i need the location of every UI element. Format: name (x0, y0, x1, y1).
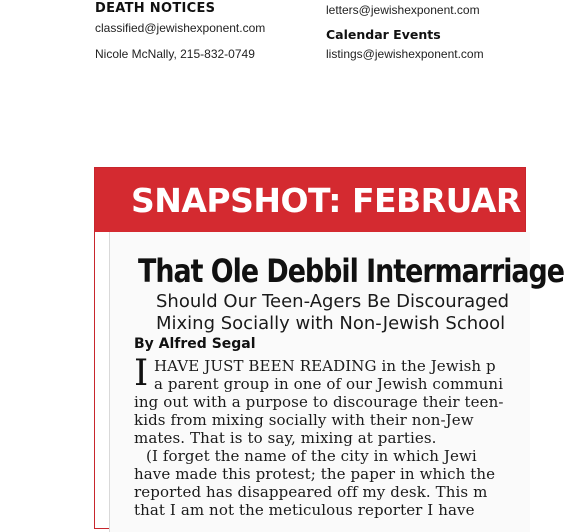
snapshot-banner-title: SNAPSHOT: FEBRUAR (131, 181, 521, 220)
contact-name: Nicole McNally (95, 47, 174, 61)
clipping-dropcap: I (134, 353, 149, 394)
snapshot-feature (94, 167, 564, 529)
death-notices-email[interactable]: classified@jewishexponent.com (95, 21, 266, 35)
clipping-deck-line: Should Our Teen-Agers Be Discouraged (156, 291, 510, 312)
clipping-body-line: mates. That is to say, mixing at parties. (134, 429, 437, 447)
clipping-body-line: HAVE JUST BEEN READING in the Jewish p (154, 357, 496, 375)
clipping-headline: That Ole Debbil Intermarriage (138, 252, 564, 290)
death-notices-heading: DEATH NOTICES (95, 1, 216, 16)
archival-newspaper-clipping (109, 232, 564, 532)
death-notices-contact-line (95, 47, 255, 61)
contact-phone: , 215-832-0749 (173, 47, 255, 61)
clipping-byline: By Alfred Segal (134, 336, 256, 352)
clipping-body-line: have made this protest; the paper in which the (134, 465, 496, 483)
clipping-body-line: that I am not the meticulous reporter I have (134, 501, 475, 519)
snapshot-banner (95, 168, 525, 232)
clipping-body-line: (I forget the name of the city in which Jewi (146, 447, 477, 465)
clipping-body-line: reported has disappeared off my desk. This m (134, 483, 488, 501)
clipping-body-line: a parent group in one of our Jewish communi (154, 375, 504, 393)
clipping-body-line: ing out with a purpose to discourage their teen- (134, 393, 504, 411)
clipping-body-line: kids from mixing socially with their non-Jew (134, 411, 474, 429)
calendar-events-email[interactable]: listings@jewishexponent.com (326, 47, 484, 61)
clipping-deck-line: Mixing Socially with Non-Jewish School (156, 313, 506, 334)
letters-email[interactable]: letters@jewishexponent.com (326, 3, 480, 17)
calendar-events-heading: Calendar Events (326, 27, 441, 42)
